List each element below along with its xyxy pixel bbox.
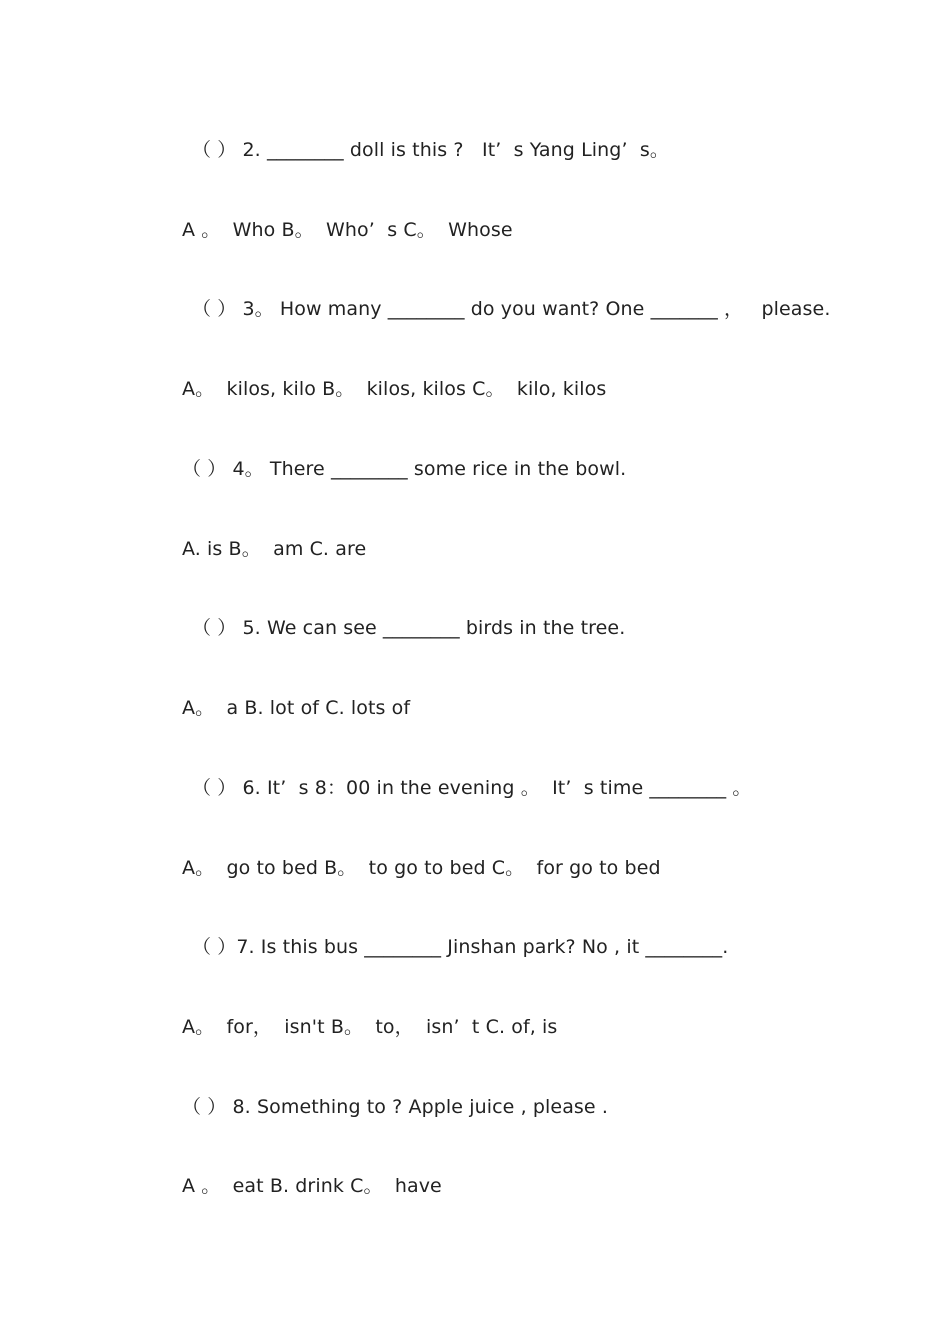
question-5: （ ） 5. We can see ________ birds in the tree. — [192, 617, 626, 639]
options-4: A. is B。 am C. are — [182, 538, 367, 560]
question-3: （ ） 3。 How many ________ do you want? One _______ ， please. — [192, 298, 831, 320]
options-5: A。 a B. lot of C. lots of — [182, 697, 411, 719]
question-6: （ ） 6. It’ s 8：00 in the evening 。 It’ s time ________ 。 — [192, 777, 752, 799]
question-7: （ ）7. Is this bus ________ Jinshan park? No , it ________. — [192, 936, 729, 958]
question-4: （ ） 4。 There ________ some rice in the bowl. — [182, 458, 627, 480]
question-8: （ ） 8. Something to ? Apple juice , please . — [182, 1096, 608, 1118]
options-8: A 。 eat B. drink C。 have — [182, 1175, 442, 1197]
options-3: A。 kilos, kilo B。 kilos, kilos C。 kilo, kilos — [182, 378, 607, 400]
options-6: A。 go to bed B。 to go to bed C。 for go to bed — [182, 857, 661, 879]
question-2: （ ） 2. ________ doll is this ? It’ s Yang Ling’ s。 — [192, 139, 669, 161]
options-2: A 。 Who B。 Who’ s C。 Whose — [182, 219, 513, 241]
options-7: A。 for， isn't B。 to， isn’ t C. of, is — [182, 1016, 558, 1038]
